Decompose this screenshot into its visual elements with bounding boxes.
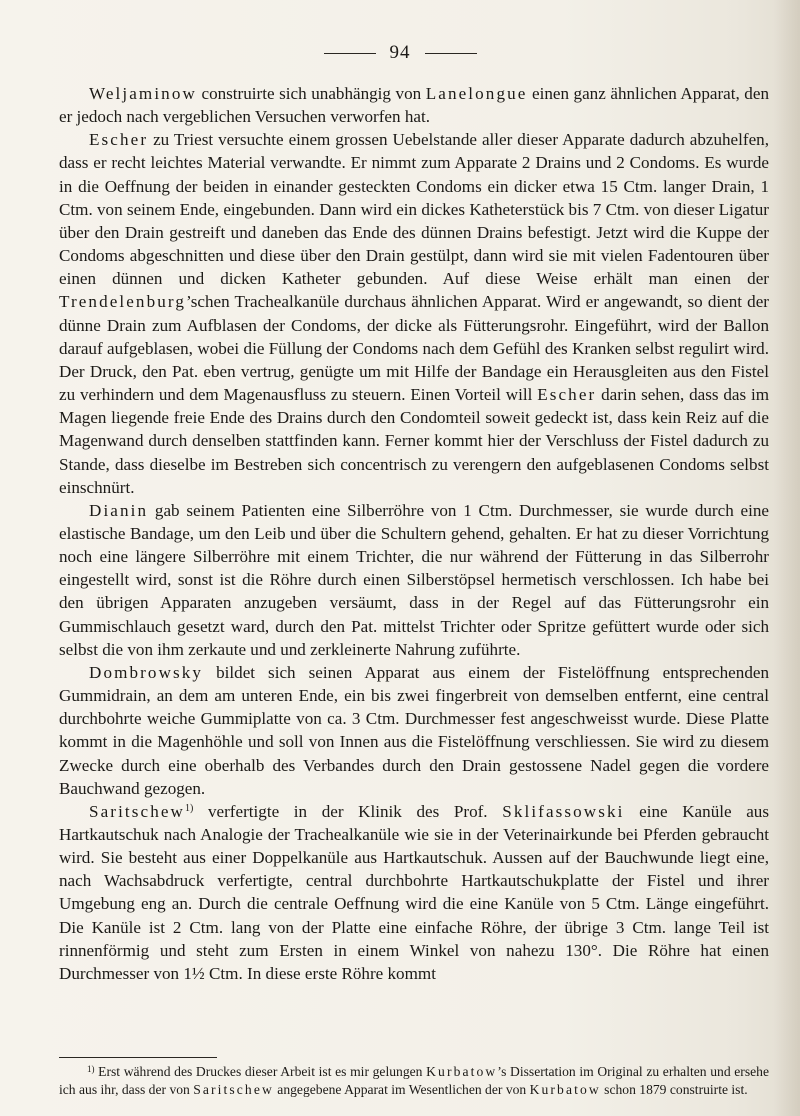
footnote: [59, 1063, 769, 1098]
author-name: Saritschew: [89, 801, 186, 821]
author-name: Kurbatow: [426, 1064, 498, 1079]
footnote-segment: Erst während des Druckes dieser Arbeit ist es mir gelungen: [94, 1064, 427, 1079]
paragraph-weljaminow: [59, 82, 769, 128]
paragraph-text: construirte sich unabhängig von: [196, 84, 426, 103]
author-name: Sklifassowski: [502, 801, 625, 821]
page-number: 94: [389, 42, 411, 63]
author-name: Saritschew: [193, 1081, 274, 1097]
paragraph-escher: [59, 128, 769, 499]
footnote-segment: schon 1879 construirte ist.: [600, 1081, 748, 1097]
footnote-segment: ’s Dissertation im Original zu erhalten und ersehe ich aus ihr, dass der von: [59, 1064, 769, 1097]
author-name: Escher: [89, 130, 149, 150]
paragraph-dianin: [59, 499, 769, 661]
header-dash-left: [324, 53, 376, 54]
paragraph-text: verfertigte in der Klinik des Prof.: [193, 801, 503, 821]
footnote-divider: [59, 1057, 217, 1058]
paragraph-text: einen ganz ähnlichen Apparat, den er jedoch nach vergeblichen Versuchen verworfen hat.: [59, 84, 769, 127]
author-name: Lanelongue: [425, 84, 528, 103]
author-name: Trendelenburg: [59, 292, 187, 312]
paragraph-text: eine Kanüle aus Hartkautschuk nach Analogie der Trachealkanüle wie sie in der Veterinairkunde bei Pferden gebraucht wird. Sie besteht aus einer Doppelkanüle aus Hartkautschuk. Aussen auf der Bauchwunde liegt eine, nach Wachsabdruck verfertigte, central durchbohrte Hartkautschukplatte der Fistel und ihrer Umgebung eng an. Durch die centrale Oeffnung wird die eine Kanüle von 5 Ctm. Länge eingeführt. Die Kanüle ist 2 Ctm. lang von der Platte eine einfache Röhre, der übrige 3 Ctm. lange Teil ist rinnenförmig und steht zum Ersten in einem Winkel von nahezu 130°. Die Röhre hat einen Durchmesser von 1½ Ctm. In diese erste Röhre kommt: [59, 801, 769, 983]
footnote-text: [59, 1063, 769, 1098]
paragraph-dombrowsky: [59, 661, 769, 800]
author-name: Kurbatow: [529, 1081, 601, 1097]
page-edge-shadow: [774, 0, 800, 1116]
paragraph-text: ’schen Trachealkanüle durchaus ähnlichen Apparat. Wird er angewandt, so dient der dünne Drain zum Aufblasen der Condoms, der dicke als Fütterungsrohr. Eingeführt, wird der Ballon darauf aufgeblasen, wobei die Füllung der Condoms nach dem Gefühl des Kranken selbst regulirt wird. Der Druck, den Pat. eben vertrug, genügte um mit Hilfe der Bandage ein Herausgleiten aus den Fistel zu verhindern und dem Magenausfluss zu steuern. Einen Vorteil will: [59, 292, 769, 405]
author-name: Dombrowsky: [89, 662, 204, 682]
paragraph-text: zu Triest versuchte einem grossen Uebelstande aller dieser Apparate dadurch abzuhelfen, dass er recht leichtes Material verwandte. Er nimmt zum Apparate 2 Drains und 2 Condoms. Es wurde in die Oeffnung der beiden in einander gesteckten Condoms ein dicker etwa 15 Ctm. langer Drain, 1 Ctm. von seinem Ende, eingebunden. Dann wird ein dickes Katheterstück bis 7 Ctm. von dieser Ligatur über den Drain gestreift und daneben das Ende des dünnen Drains befestigt. Jetzt wird die Kuppe der Condoms abgeschnitten und diese über den Drain gestülpt, dann wird sie mit vielen Fadentouren über einen dünnen und dicken Katheter gebunden. Auf diese Weise erhält man einen der: [59, 130, 769, 289]
paragraph-text: darin sehen, dass das im Magen liegende freie Ende des Drains durch den Condomteil soweit gedeckt ist, dass kein Reiz auf die Magenwand durch denselben stattfinden kann. Ferner kommt hier der Verschluss der Fistel dadurch zu Stande, dass dieselbe im Bestreben sich concentrisch zu verengern den aufgeblasenen Condoms selbst einschnürt.: [59, 385, 770, 497]
footnote-reference: 1): [185, 802, 194, 814]
page-header: [0, 42, 800, 64]
paragraph-text: bildet sich seinen Apparat aus einem der Fistelöffnung entsprechenden Gummidrain, an dem am unteren Ende, ein bis zwei fingerbreit von demselben entfernt, eine central durchbohrte weiche Gummiplatte von ca. 3 Ctm. Durchmesser fest angeschweisst wurde. Diese Platte kommt in die Magenhöhle und soll von Innen aus die Fistelöffnung verschliessen. Sie wird zu diesem Zwecke durch eine oberhalb des Verbandes durch den Drain gestossene Nadel gegen die vordere Bauchwand gezogen.: [59, 662, 769, 798]
footnote-mark: 1): [87, 1064, 95, 1074]
footnote-segment: angegebene Apparat im Wesentlichen der von: [273, 1081, 530, 1097]
paragraph-text: gab seinem Patienten eine Silberröhre von 1 Ctm. Durchmesser, sie wurde durch eine elastische Bandage, um den Leib und über die Schultern gehend, gehalten. Er hat zu dieser Vorrichtung noch eine längere Silberröhre mit einem Trichter, die nur während der Fütterung in das Silberrohr eingestellt wird, sonst ist die Röhre durch einen Silberstöpsel hermetisch verschlossen. Ich habe bei den übrigen Apparaten anzugeben versäumt, dass in der Regel auf das Fütterungsrohr ein Gummischlauch gesetzt ward, durch den Pat. mittelst Trichter oder Spritze gefüttert wurde oder sich selbst die von ihm zerkaute und und zerkleinerte Nahrung zuführte.: [59, 500, 769, 659]
header-dash-right: [425, 53, 477, 54]
paragraph-saritschew: [59, 800, 769, 985]
author-name: Weljaminow: [89, 84, 197, 103]
author-name: Dianin: [89, 500, 149, 520]
author-name: Escher: [537, 385, 597, 405]
body-text: [59, 82, 769, 985]
